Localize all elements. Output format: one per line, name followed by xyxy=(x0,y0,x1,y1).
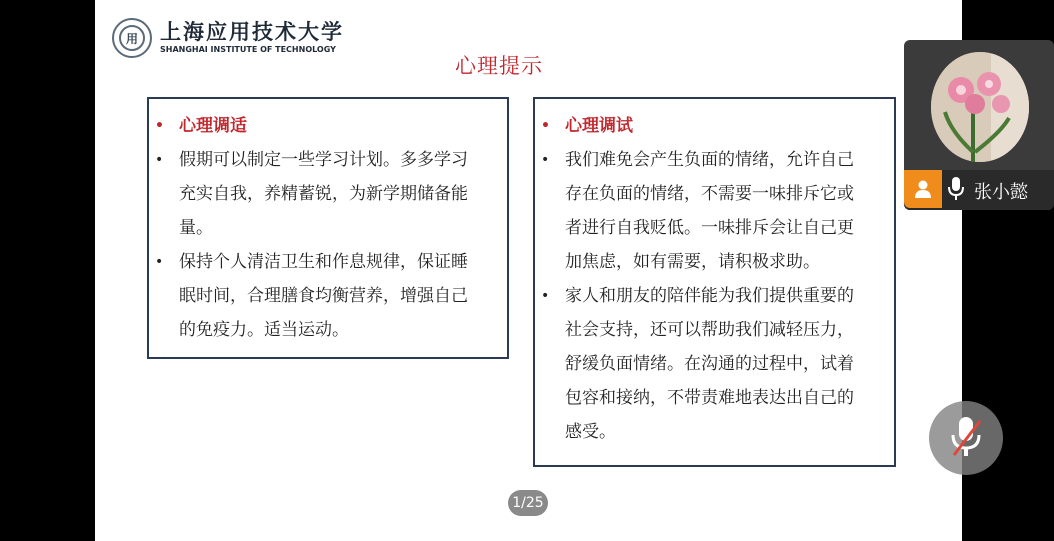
school-name-en: SHANGHAI INSTITUTE OF TECHNOLOGY xyxy=(160,45,336,54)
school-name-cn: 上海应用技术大学 xyxy=(160,20,344,44)
list-item: • 家人和朋友的陪伴能为我们提供重要的 社会支持，还可以帮助我们减轻压力， 舒缓负面情绪。在沟通的过程中，试着 包容和接纳，不带责难地表达出自己的 感受。 xyxy=(541,286,854,442)
person-icon xyxy=(904,170,942,208)
slide-title: 心理提示 xyxy=(455,54,543,78)
page-indicator: 1/25 xyxy=(508,490,548,516)
left-box-heading: • 心理调适 xyxy=(155,116,247,136)
participant-name: 张小懿 xyxy=(974,182,1028,203)
right-content-box xyxy=(533,97,896,467)
microphone-muted-icon xyxy=(946,415,986,461)
right-box-heading: • 心理调试 xyxy=(541,116,633,136)
list-item: • 我们难免会产生负面的情绪，允许自己 存在负面的情绪，不需要一味排斥它或 者进行自我贬低。一味排斥会让自己更 加焦虑，如有需要，请积极求助。 xyxy=(541,150,854,272)
list-item: • 假期可以制定一些学习计划。多多学习 充实自我，养精蓄锐，为新学期储备能 量。 xyxy=(155,150,468,238)
left-content-box xyxy=(147,97,509,359)
list-item: • 保持个人清洁卫生和作息规律，保证睡 眠时间，合理膳食均衡营养，增强自己 的免疫力。适当运动。 xyxy=(155,252,468,340)
participant-avatar xyxy=(931,52,1029,162)
microphone-icon xyxy=(946,176,966,202)
university-seal-icon: 用 xyxy=(112,18,152,58)
mute-microphone-button[interactable] xyxy=(929,401,1003,475)
